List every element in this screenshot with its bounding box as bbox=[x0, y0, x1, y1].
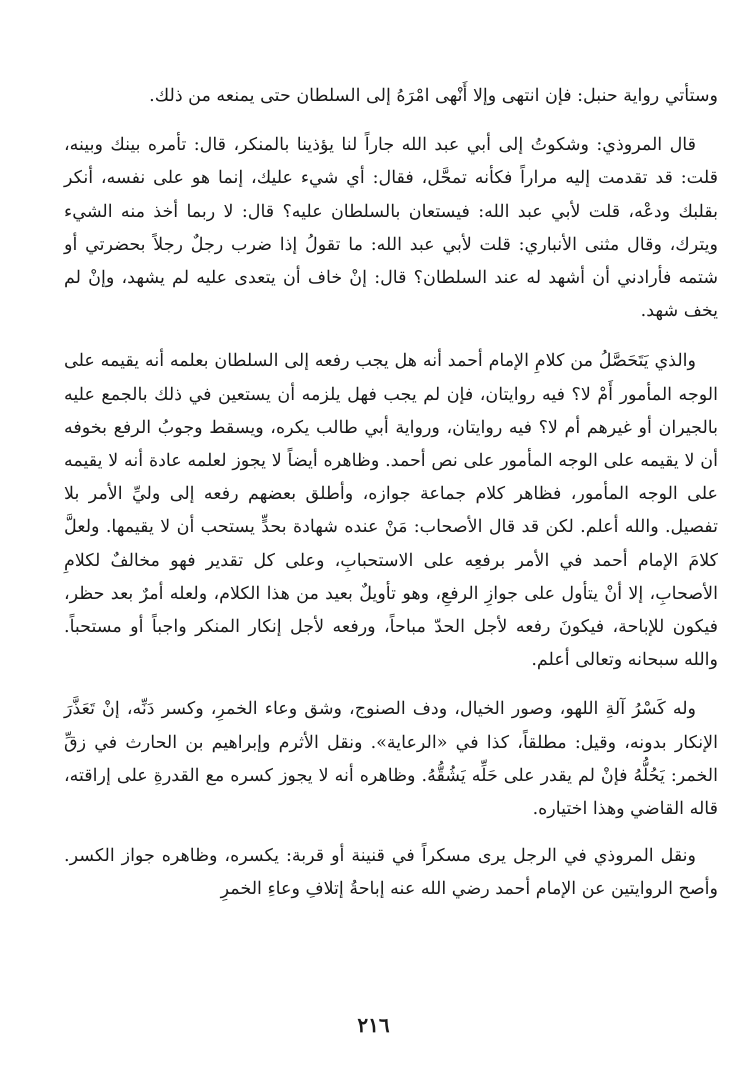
page-number: ٢١٦ bbox=[357, 1013, 390, 1037]
paragraph-3: والذي يَتَحَصَّلُ من كلامِ الإمام أحمد أنه هل يجب رفعه إلى السلطان بعلمه أنه يقيمه على الوجه المأمور أَمْ لا؟ فيه روايتان، فإن لم يجب فهل يلزمه أن يستعين في ذلك بالجمع عليه بالجيران أو غيرهم أم لا؟ فيه روايتان، ورواية أبي طالب يكره، ويسقط وجوبُ الرفع بخوفه أن لا يقيمه على الوجه المأمور على نص أحمد. وظاهره أيضاً لا يجوز لعلمه عادة أنه لا يقيمه على الوجه المأمور، فظاهر كلام جماعة جوازه، وأطلق بعضهم رفعه إلى وليِّ الأمر بلا تفصيل. والله أعلم. لكن قد قال الأصحاب: مَنْ عنده شهادة بحدٍّ يستحب أن لا يقيمها. ولعلَّ كلامَ الإمام أحمد في الأمر برفعِه على الاستحبابِ، وعلى كل تقدير فهو مخالفٌ لكلامِ الأصحابِ، إلا أنْ يتأول على جوازِ الرفعِ، وهو تأويلٌ بعيد من هذا الكلام، ولعله أمرٌ بعد حظر، فيكون للإباحة، فيكونَ رفعه لأجل الحدّ مباحاً، ورفعه لأجل إنكار المنكر واجباً أو مستحباً. والله سبحانه وتعالى أعلم. bbox=[64, 351, 718, 671]
paragraph-2: قال المروذي: وشكوتُ إلى أبي عبد الله جاراً لنا يؤذينا بالمنكر، قال: تأمره بينك وبينه، قلت: قد تقدمت إليه مراراً فكأنه تمحَّل، فقال: أي شيء عليك، إنما هو على نفسه، أنكر بقلبك ودعْه، قلت لأبي عبد الله: فيستعان بالسلطان عليه؟ قال: لا ربما أخذ منه الشيء ويترك، وقال مثنى الأنباري: قلت لأبي عبد الله: ما تقولُ إذا ضرب رجلٌ رجلاً بحضرتي أو شتمه فأرادني أن أشهد له عند السلطان؟ قال: إنْ خاف أن يتعدى عليه لم يشهد، وإنْ لم يخف شهد. bbox=[64, 135, 718, 322]
paragraph-5: ونقل المروذي في الرجل يرى مسكراً في قنينة أو قربة: يكسره، وظاهره جواز الكسر. وأصح الروايتين عن الإمام أحمد رضي الله عنه إباحةُ إتلافِ وعاءِ الخمرِ bbox=[64, 846, 718, 900]
document-body bbox=[64, 80, 718, 907]
paragraph-4: وله كَسْرُ آلةِ اللهو، وصور الخيال، ودف الصنوج، وشق وعاء الخمرِ، وكسر دَنِّه، إنْ تَعَذَّرَ الإنكار بدونه، وقيل: مطلقاً، كذا في «الرعاية». ونقل الأثرم وإبراهيم بن الحارث في زقِّ الخمر: يَحُلُّهُ فإنْ لم يقدر على حَلِّه يَشُقُّهُ. وظاهره أنه لا يجوز كسره مع القدرةِ على إراقته، قاله القاضي وهذا اختياره. bbox=[64, 699, 718, 820]
paragraph-1: وستأتي رواية حنبل: فإن انتهى وإلا أَنْهى امْرَهُ إلى السلطان حتى يمنعه من ذلك. bbox=[149, 86, 718, 106]
